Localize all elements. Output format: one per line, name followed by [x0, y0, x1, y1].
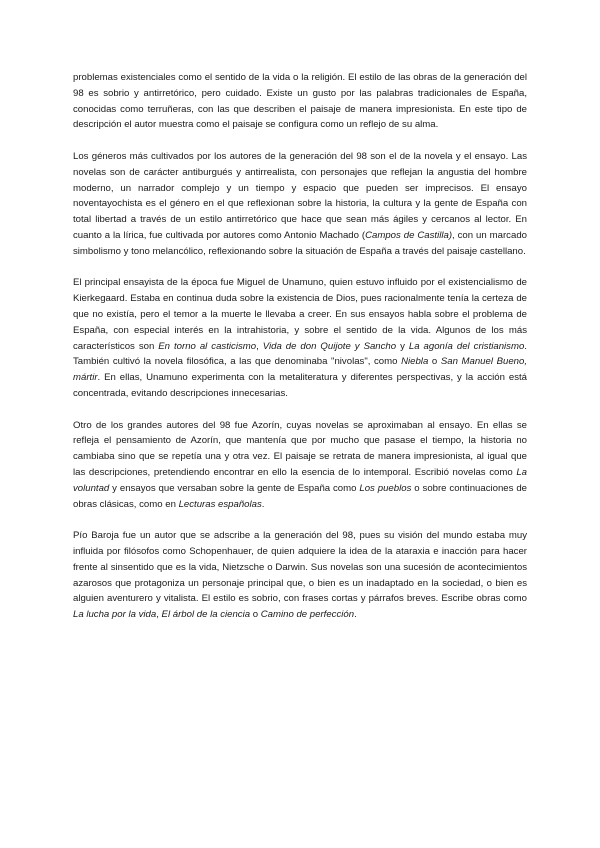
work-title: Camino de perfección — [260, 609, 355, 621]
work-title: San Manuel Bueno, mártir — [73, 356, 528, 384]
text-run: problemas existenciales como el sentido de la vida o la religión. El estilo de las obras de la generación del 98 es sobrio y antirretórico, pero cuidado. Existe un gusto por las palabras tradicionales de España, conocidas como terruñeras, con las que describen el paisaje de manera impresionista. En este tipo de descripción el autor muestra como el paisaje se configura como un reflejo de su alma. — [73, 72, 527, 131]
work-title: El árbol de la ciencia — [161, 609, 251, 621]
text-run: o — [250, 609, 261, 621]
text-run: . — [261, 498, 265, 510]
text-run: Otro de los grandes autores del 98 fue Azorín, cuyas novelas se aproximaban al ensayo. En ellas se refleja el pensamiento de Azorín, que mantenía que por mucho que pasase el tiempo, la historia no cambiaba sino que se repetía una y otra vez. El paisaje se retrata de manera impresionista, al igual que las descripciones, pretendiendo encontrar en ello la esencia de lo intemporal. Escribió novelas como — [73, 419, 527, 478]
paragraph-unamuno — [73, 275, 527, 401]
work-title: En torno al casticismo — [158, 340, 257, 352]
work-title: La voluntad — [73, 466, 527, 494]
text-run: o sobre continuaciones de obras clásicas, como en — [73, 482, 528, 510]
text-run: Pío Baroja fue un autor que se adscribe a la generación del 98, pues su visión del mundo estaba muy influida por filósofos como Schopenhauer, de quien adquiere la idea de la ataraxia e inacción para hacer frente al sinsentido que es la vida, Nietzsche o Darwin. Sus novelas son una sucesión de acontecimientos azarosos que protagoniza un personaje principal que, o bien es un inadaptado en la sociedad, o bien es alguien aventurero y vitalista. El estilo es sobrio, con frases cortas y párrafos breves. Escribe obras como — [73, 530, 527, 605]
text-run: El principal ensayista de la época fue Miguel de Unamuno, quien estuvo influido por el existencialismo de Kierkegaard. Estaba en continua duda sobre la existencia de Dios, pues racionalmente tenía la certeza de que no existía, pero el temor a la muerte le llevaba a creer. En sus ensayos habla sobre el problema de España, con especial interés en la intrahistoria, y sobre el sentido de la vida. Algunos de los más característicos son — [73, 277, 527, 352]
work-title: Campos de Castilla) — [365, 229, 453, 241]
work-title: Lecturas españolas — [178, 498, 262, 510]
paragraph-azorin — [73, 418, 527, 513]
text-run: y — [396, 340, 409, 352]
work-title: Niebla — [401, 356, 429, 368]
text-run: , — [256, 340, 263, 352]
work-title: Vida de don Quijote y Sancho — [262, 340, 397, 352]
work-title: La lucha por la vida — [73, 609, 157, 621]
text-run: . — [354, 609, 357, 621]
paragraph-existential-themes — [73, 70, 527, 133]
paragraph-baroja — [73, 528, 527, 623]
text-run: y ensayos que versaban sobre la gente de España como — [109, 482, 360, 494]
text-run: . También cultivó la novela filosófica, a las que denominaba "nivolas", como — [73, 340, 527, 368]
paragraph-genres — [73, 149, 527, 260]
text-run: , con un marcado simbolismo y tono melancólico, reflexionando sobre la situación de España a través del paisaje castellano. — [73, 229, 527, 257]
document-page — [73, 70, 527, 623]
text-run: . En ellas, Unamuno experimenta con la metaliteratura y diferentes perspectivas, y la acción está concentrada, evitando descripciones innecesarias. — [73, 372, 527, 399]
text-run: Los géneros más cultivados por los autores de la generación del 98 son el de la novela y el ensayo. Las novelas son de carácter antiburgués y antirrealista, con personajes que reflejan la angustia del hombre moderno, un narrador complejo y un tiempo y espacio que pueden ser imprecisos. El ensayo noventayochista es el género en el que reflexionan sobre la historia, la cultura y la gente de España con total libertad a través de un estilo antirretórico que hace que sean más ágiles y cercanos al lector. En cuanto a la lírica, fue cultivada por autores como Antonio Machado ( — [73, 150, 527, 241]
text-run: o — [428, 356, 441, 368]
work-title: La agonía del cristianismo — [408, 340, 525, 352]
work-title: Los pueblos — [359, 482, 412, 494]
text-run: , — [156, 609, 162, 621]
